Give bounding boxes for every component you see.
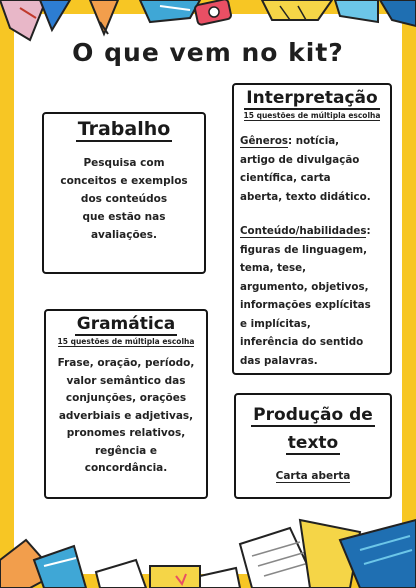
trabalho-line: conceitos e exemplos [60,175,188,187]
interpretacao-title: Interpretação [246,88,378,108]
gramatica-line: valor semântico das [66,374,186,387]
conteudo-line: e implícitas, [240,317,311,330]
producao-card [234,393,392,499]
conteudo-line: : [366,225,371,237]
trabalho-line: dos conteúdos [80,193,168,205]
conteudo-label: Conteúdo/habilidades [240,225,367,237]
conteudo-block [240,222,390,370]
gramatica-line: adverbiais e adjetivas, [58,409,194,422]
gramatica-card [44,309,208,499]
generos-label: Gêneros [240,135,289,147]
generos-line: artigo de divulgação [240,153,360,166]
trabalho-description [44,154,204,244]
generos-block [240,132,390,206]
trabalho-title: Trabalho [77,118,171,140]
conteudo-line: argumento, objetivos, [240,280,369,293]
generos-line: : notícia, [288,135,340,147]
producao-item: Carta aberta [275,470,351,482]
gramatica-title: Gramática [76,314,176,334]
interpretacao-subtitle: 15 questões de múltipla escolha [243,111,381,120]
gramatica-topics [46,355,206,478]
trabalho-line: Pesquisa com [83,157,165,169]
conteudo-line: figuras de linguagem, [240,243,368,256]
conteudo-line: tema, tese, [240,262,307,274]
trabalho-card [42,112,206,274]
producao-title-line: texto [287,433,339,453]
trabalho-line: que estão nas [82,211,166,223]
conteudo-line: informações explícitas [240,299,371,311]
gramatica-line: Frase, oração, período, [57,357,195,369]
generos-line: científica, carta [240,172,331,184]
gramatica-line: conjunções, orações [65,392,187,404]
generos-line: aberta, texto didático. [240,190,371,203]
gramatica-subtitle: 15 questões de múltipla escolha [57,337,195,346]
producao-title-line: Produção de [253,405,373,425]
conteudo-line: inferência do sentido [240,336,364,348]
gramatica-line: regência e [94,444,158,457]
interpretacao-card [232,83,392,375]
gramatica-line: pronomes relativos, [66,427,186,439]
trabalho-line: avaliações. [90,229,158,241]
conteudo-line: das palavras. [240,354,318,367]
page-title: O que vem no kit? [72,38,344,67]
gramatica-line: concordância. [84,462,168,474]
